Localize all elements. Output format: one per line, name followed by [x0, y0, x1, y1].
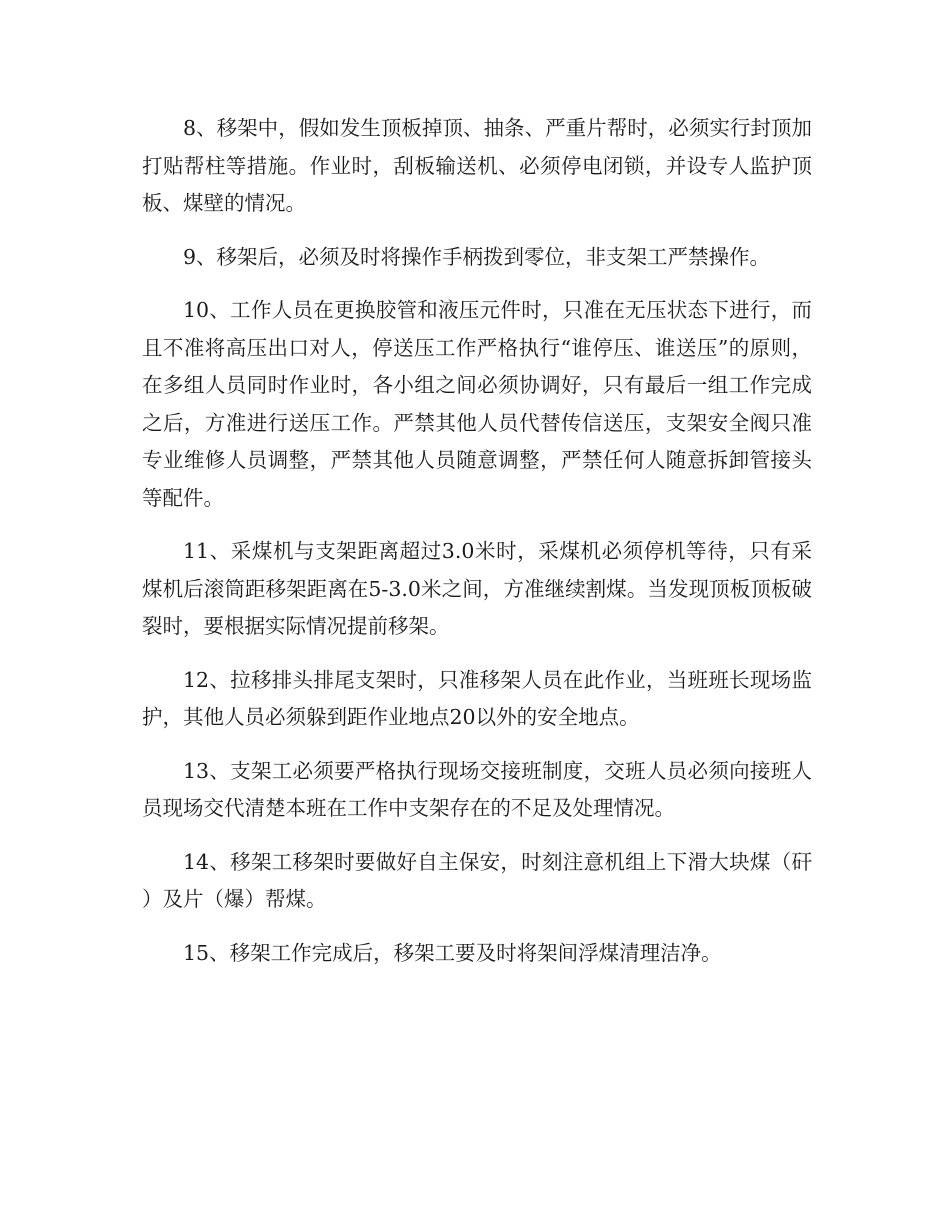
paragraph-item-13: 13、支架工必须要严格执行现场交接班制度，交班人员必须向接班人员现场交代清楚本班在工作中支架存在的不足及处理情况。: [142, 758, 812, 820]
document-body: [142, 110, 812, 988]
paragraph-item-10: 10、工作人员在更换胶管和液压元件时，只准在无压状态下进行，而且不准将高压出口对人，停送压工作严格执行“谁停压、谁送压”的原则，在多组人员同时作业时，各小组之间必须协调好，只有最后一组工作完成之后，方准进行送压工作。严禁其他人员代替传信送压，支架安全阀只准专业维修人员调整，严禁其他人员随意调整，严禁任何人随意拆卸管接头等配件。: [142, 298, 812, 510]
paragraph-item-15: 15、移架工作完成后，移架工要及时将架间浮煤清理洁净。: [183, 940, 722, 965]
paragraph-item-14: 14、移架工移架时要做好自主保安，时刻注意机组上下滑大块煤（矸）及片（爆）帮煤。: [142, 849, 812, 911]
paragraph-item-11: 11、采煤机与支架距离超过3.0米时，采煤机必须停机等待，只有采煤机后滚筒距移架距离在5-3.0米之间，方准继续割煤。当发现顶板顶板破裂时，要根据实际情况提前移架。: [142, 539, 812, 638]
paragraph-item-9: 9、移架后，必须及时将操作手柄拨到零位，非支架工严禁操作。: [183, 244, 771, 269]
paragraph-item-8: 8、移架中，假如发生顶板掉顶、抽条、严重片帮时，必须实行封顶加打贴帮柱等措施。作业时，刮板输送机、必须停电闭锁，并设专人监护顶板、煤壁的情况。: [142, 116, 812, 215]
paragraph-item-12: 12、拉移排头排尾支架时，只准移架人员在此作业，当班班长现场监护，其他人员必须躲到距作业地点20以外的安全地点。: [142, 667, 812, 729]
